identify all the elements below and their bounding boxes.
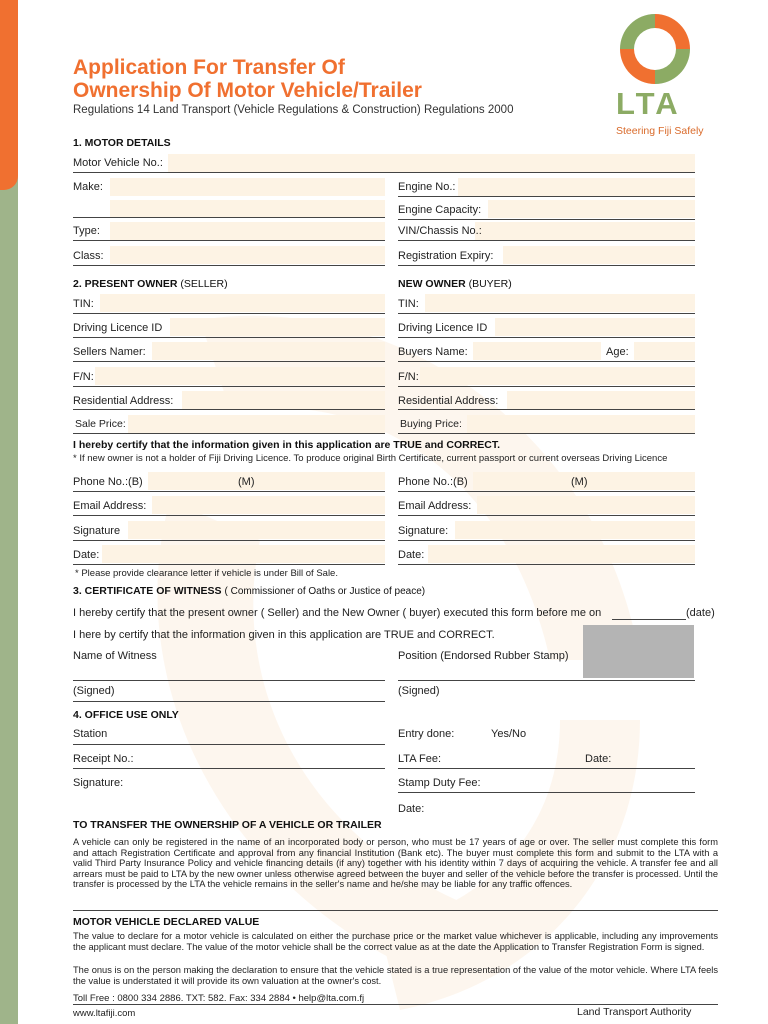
buyer-phone-m-label: (M) xyxy=(571,476,588,488)
make-field-2[interactable] xyxy=(110,200,385,218)
divider xyxy=(73,744,385,745)
buyer-name-label: Buyers Name: xyxy=(398,346,468,358)
buyer-fn-label: F/N: xyxy=(398,371,419,383)
seller-name-label: Sellers Namer: xyxy=(73,346,146,358)
engine-capacity-label: Engine Capacity: xyxy=(398,204,482,216)
buyer-tin-field[interactable] xyxy=(425,294,695,312)
divider xyxy=(73,409,385,410)
buyer-age-label: Age: xyxy=(606,346,629,358)
seller-phone-field[interactable] xyxy=(148,472,385,490)
divider xyxy=(398,515,695,516)
divider xyxy=(73,680,385,681)
divider xyxy=(73,265,385,266)
buyer-name-field[interactable] xyxy=(473,342,601,360)
buying-price-label: Buying Price: xyxy=(400,418,462,430)
divider xyxy=(398,409,695,410)
witness-statement-1: I hereby certify that the present owner ( Seller) and the New Owner ( buyer) executed this form before me on xyxy=(73,607,602,619)
transfer-heading: TO TRANSFER THE OWNERSHIP OF A VEHICLE OR TRAILER xyxy=(73,819,382,831)
divider xyxy=(73,386,385,387)
divider xyxy=(73,361,385,362)
seller-date-label: Date: xyxy=(73,549,100,561)
authority-name: Land Transport Authority xyxy=(577,1006,692,1018)
section-new-owner-heading: NEW OWNER (BUYER) xyxy=(398,278,512,290)
divider xyxy=(73,701,385,702)
lta-fee-label: LTA Fee: xyxy=(398,753,442,765)
rubber-stamp-box[interactable] xyxy=(583,625,694,678)
office-date-label: Date: xyxy=(585,753,612,765)
witness-position-label: Position (Endorsed Rubber Stamp) xyxy=(398,650,569,662)
witness-signed-left: (Signed) xyxy=(73,685,115,697)
section-motor-heading: 1. MOTOR DETAILS xyxy=(73,137,171,149)
form-subtitle: Regulations 14 Land Transport (Vehicle Regulations & Construction) Regulations 2000 xyxy=(73,104,514,116)
station-label: Station xyxy=(73,728,108,740)
divider xyxy=(73,1004,718,1005)
buyer-licence-field[interactable] xyxy=(495,318,695,336)
buyer-signature-label: Signature: xyxy=(398,525,449,537)
certify-statement: I hereby certify that the information given in this application are TRUE and CORRECT. xyxy=(73,439,501,451)
receipt-no-label: Receipt No.: xyxy=(73,753,134,765)
divider xyxy=(73,337,385,338)
buyer-fn-field[interactable] xyxy=(420,367,695,385)
declared-value-text-1: The value to declare for a motor vehicle is calculated on either the purchase price or the market value whichever is applicable, including any improvements the applicant must declare. The value of the motor vehicle shall be the correct value as at the date the Application to Transfer Registration Form is signed. xyxy=(73,931,718,952)
divider xyxy=(73,491,385,492)
stamp-duty-label: Stamp Duty Fee: xyxy=(398,777,481,789)
vehicle-no-label: Motor Vehicle No.: xyxy=(73,157,163,169)
make-field[interactable] xyxy=(110,178,385,196)
reg-expiry-label: Registration Expiry: xyxy=(398,250,494,262)
divider xyxy=(398,540,695,541)
witness-signed-right: (Signed) xyxy=(398,685,440,697)
seller-signature-label: Signature xyxy=(73,525,121,537)
divider xyxy=(398,433,695,434)
divider xyxy=(73,564,385,565)
divider xyxy=(398,792,695,793)
engine-capacity-field[interactable] xyxy=(488,200,695,218)
sale-price-field[interactable] xyxy=(128,415,385,433)
divider xyxy=(398,361,695,362)
vin-label: VIN/Chassis No.: xyxy=(398,225,482,237)
section-witness-heading: 3. CERTIFICATE OF WITNESS ( Commissioner of Oaths or Justice of peace) xyxy=(73,585,426,597)
website-link[interactable]: www.ltafiji.com xyxy=(73,1008,136,1019)
seller-email-label: Email Address: xyxy=(73,500,147,512)
buyer-email-field[interactable] xyxy=(477,496,695,514)
licence-note: * If new owner is not a holder of Fiji Driving Licence. To produce original Birth Certificate, current passport or current overseas Driving Licence xyxy=(73,453,668,464)
divider xyxy=(73,217,385,218)
engine-no-field[interactable] xyxy=(458,178,695,196)
sale-price-label: Sale Price: xyxy=(75,418,126,430)
divider xyxy=(398,768,695,769)
class-field[interactable] xyxy=(110,246,385,264)
vin-field[interactable] xyxy=(475,222,695,240)
buyer-address-field[interactable] xyxy=(507,391,695,409)
divider xyxy=(73,540,385,541)
class-label: Class: xyxy=(73,250,104,262)
seller-fn-label: F/N: xyxy=(73,371,94,383)
declared-value-heading: MOTOR VEHICLE DECLARED VALUE xyxy=(73,916,260,928)
divider xyxy=(398,386,695,387)
witness-name-label: Name of Witness xyxy=(73,650,157,662)
transfer-text: A vehicle can only be registered in the name of an incorporated body or person, who must be 17 years of age or over. The seller must complete this form and attach Registration Certificate and approval from any financial Institution (Bank etc). The buyer must complete this form and submit to the LTA with a valid Third Party Insurance Policy and vehicle financing details (if any) together with his identity within 7 days of acquiring the vehicle. A transfer fee and all arrears must be paid to LTA by the new owner unless otherwise agreed between the buyer and seller of the vehicle before the transfer is processed. Until the transfer is processed by the LTA the vehicle remains in the seller's name and he/she may be liable for any traffic offences. xyxy=(73,837,718,889)
divider xyxy=(73,768,385,769)
form-title: Application For Transfer Of Ownership Of Motor Vehicle/Trailer xyxy=(73,56,422,102)
seller-date-field[interactable] xyxy=(102,545,385,563)
seller-tin-field[interactable] xyxy=(100,294,385,312)
type-field[interactable] xyxy=(110,222,385,240)
section-office-heading: 4. OFFICE USE ONLY xyxy=(73,709,179,721)
seller-address-field[interactable] xyxy=(182,391,385,409)
seller-licence-label: Driving Licence ID xyxy=(73,322,163,334)
divider xyxy=(398,265,695,266)
type-label: Type: xyxy=(73,225,100,237)
divider xyxy=(398,564,695,565)
logo-text: LTA xyxy=(616,86,681,121)
divider xyxy=(73,313,385,314)
divider xyxy=(73,515,385,516)
divider xyxy=(398,313,695,314)
entry-done-label: Entry done: xyxy=(398,728,455,740)
divider xyxy=(398,337,695,338)
side-orange-strip xyxy=(0,0,18,190)
seller-phone-label: Phone No.:(B) xyxy=(73,476,143,488)
seller-phone-m-label: (M) xyxy=(238,476,255,488)
divider xyxy=(398,491,695,492)
divider xyxy=(73,240,385,241)
vehicle-no-field[interactable] xyxy=(168,154,695,172)
seller-tin-label: TIN: xyxy=(73,298,94,310)
divider xyxy=(398,196,695,197)
buyer-phone-label: Phone No.:(B) xyxy=(398,476,468,488)
buyer-date-field[interactable] xyxy=(428,545,695,563)
section-present-owner-heading: 2. PRESENT OWNER (SELLER) xyxy=(73,278,228,290)
divider xyxy=(398,219,695,220)
seller-name-field[interactable] xyxy=(152,342,385,360)
buying-price-field[interactable] xyxy=(467,415,695,433)
divider xyxy=(398,240,695,241)
buyer-date-label: Date: xyxy=(398,549,425,561)
clearance-note: * Please provide clearance letter if vehicle is under Bill of Sale. xyxy=(75,568,338,579)
buyer-tin-label: TIN: xyxy=(398,298,419,310)
yes-no-label: Yes/No xyxy=(491,728,527,740)
buyer-email-label: Email Address: xyxy=(398,500,472,512)
buyer-address-label: Residential Address: xyxy=(398,395,499,407)
buyer-signature-field[interactable] xyxy=(455,521,695,539)
divider xyxy=(398,680,695,681)
make-label: Make: xyxy=(73,181,103,193)
buyer-licence-label: Driving Licence ID xyxy=(398,322,488,334)
seller-address-label: Residential Address: xyxy=(73,395,174,407)
divider xyxy=(73,172,695,173)
contact-info: Toll Free : 0800 334 2886. TXT: 582. Fax: 334 2884 • help@lta.com.fj xyxy=(73,993,365,1004)
lta-logo-icon xyxy=(614,8,696,92)
witness-date-line[interactable] xyxy=(612,619,686,620)
declared-value-text-2: The onus is on the person making the declaration to ensure that the vehicle stated is a true representation of the value of the motor vehicle. Where LTA feels the value is understated it will provide its own valuation at the owner's cost. xyxy=(73,965,718,986)
seller-licence-field[interactable] xyxy=(170,318,385,336)
reg-expiry-field[interactable] xyxy=(503,246,695,264)
office-signature-label: Signature: xyxy=(73,777,124,789)
witness-statement-2: I here by certify that the information given in this application are TRUE and CORRECT. xyxy=(73,629,495,641)
divider xyxy=(73,433,385,434)
engine-no-label: Engine No.: xyxy=(398,181,456,193)
buyer-age-field[interactable] xyxy=(634,342,695,360)
seller-fn-field[interactable] xyxy=(95,367,385,385)
seller-signature-field[interactable] xyxy=(128,521,385,539)
office-date2-label: Date: xyxy=(398,803,425,815)
witness-date-label: (date) xyxy=(686,607,715,619)
divider xyxy=(73,910,718,911)
logo-tagline: Steering Fiji Safely xyxy=(616,125,704,137)
seller-email-field[interactable] xyxy=(152,496,385,514)
